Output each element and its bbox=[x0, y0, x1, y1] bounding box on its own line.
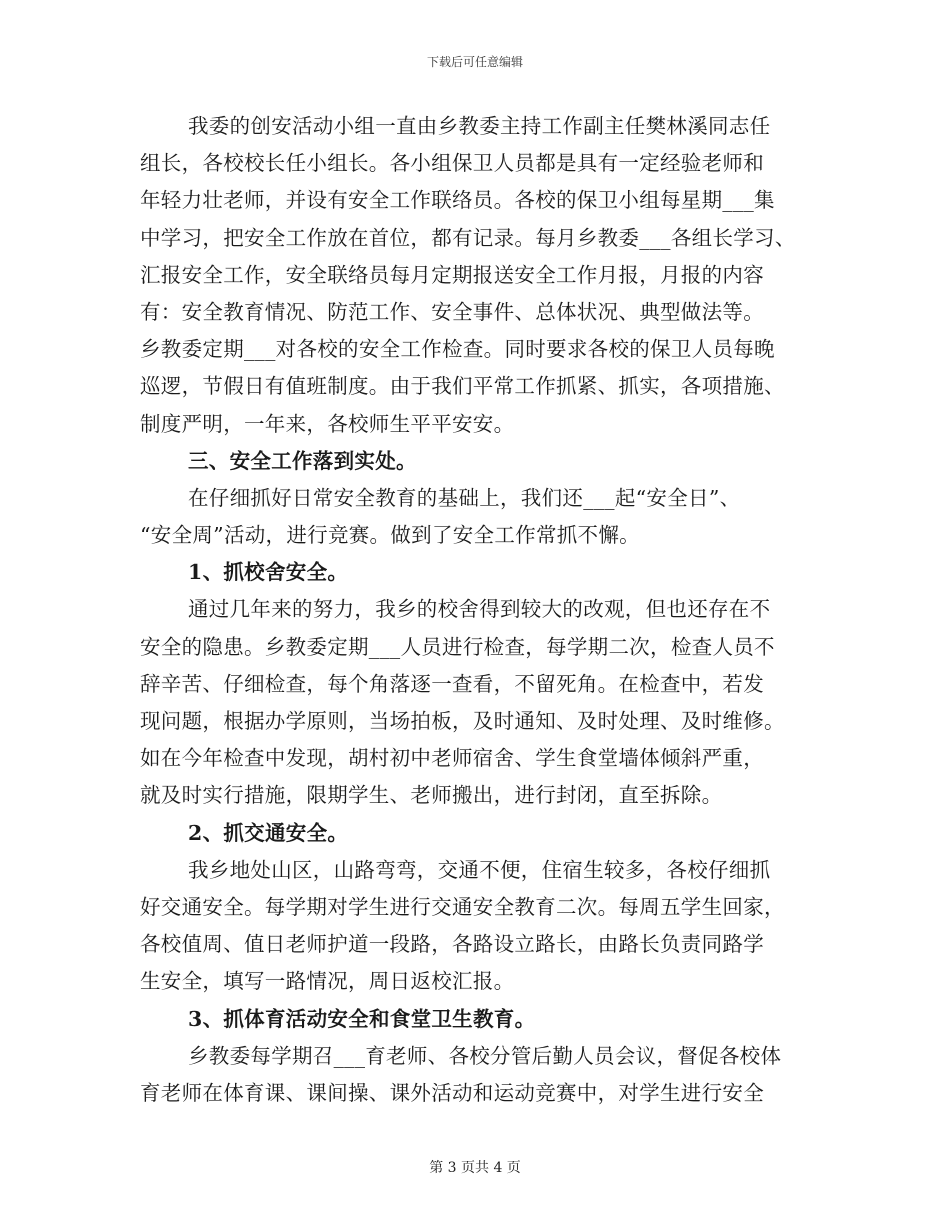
paragraph-line: 有：安全教育情况、防范工作、安全事件、总体状况、典型做法等。 bbox=[140, 299, 764, 324]
paragraph-line: 我乡地处山区，山路弯弯，交通不便，住宿生较多，各校仔细抓 bbox=[188, 857, 771, 882]
paragraph-line: 各校值周、值日老师护道一段路，各路设立路长，由路长负责同路学 bbox=[140, 932, 764, 957]
paragraph-line: 我委的创安活动小组一直由乡教委主持工作副主任樊林溪同志任 bbox=[188, 114, 771, 138]
section-heading: 三、安全工作落到实处。 bbox=[188, 448, 417, 473]
paragraph-line: 就及时实行措施，限期学生、老师搬出，进行封闭，直至拆除。 bbox=[140, 783, 723, 808]
paragraph-line: 乡教委定期___对各校的安全工作检查。同时要求各校的保卫人员每晚 bbox=[140, 337, 775, 362]
section-heading: 2、抓交通安全。 bbox=[188, 820, 349, 845]
page-header: 下载后可任意编辑 bbox=[426, 55, 523, 69]
paragraph-line: 安全的隐患。乡教委定期___人员进行检查，每学期二次，检查人员不 bbox=[140, 634, 775, 659]
paragraph-line: 乡教委每学期召___育老师、各校分管后勤人员会议，督促各校体 bbox=[188, 1043, 782, 1068]
paragraph-line: 通过几年来的努力，我乡的校舍得到较大的改观，但也还存在不 bbox=[188, 597, 771, 622]
paragraph-line: 辞辛苦、仔细检查，每个角落逐一查看，不留死角。在检查中，若发 bbox=[140, 671, 764, 696]
section-heading: 1、抓校舍安全。 bbox=[188, 560, 349, 585]
paragraph-line: 现问题，根据办学原则，当场拍板，及时通知、及时处理、及时维修。 bbox=[140, 709, 785, 733]
paragraph-line: 生安全，填写一路情况，周日返校汇报。 bbox=[140, 969, 515, 994]
paragraph-line: “安全周”活动，进行竞赛。做到了安全工作常抓不懈。 bbox=[140, 523, 640, 548]
paragraph-line: 好交通安全。每学期对学生进行交通安全教育二次。每周五学生回家， bbox=[140, 894, 785, 919]
paragraph-line: 育老师在体育课、课间操、课外活动和运动竞赛中，对学生进行安全 bbox=[140, 1080, 764, 1105]
paragraph-line: 如在今年检查中发现，胡村初中老师宿舍、学生食堂墙体倾斜严重， bbox=[140, 746, 764, 771]
paragraph-line: 在仔细抓好日常安全教育的基础上，我们还___起“安全日”、 bbox=[188, 485, 741, 510]
paragraph-line: 年轻力壮老师，并设有安全工作联络员。各校的保卫小组每星期___集 bbox=[140, 188, 775, 213]
paragraph-line: 组长，各校校长任小组长。各小组保卫人员都是具有一定经验老师和 bbox=[140, 151, 764, 176]
paragraph-line: 制度严明，一年来，各校师生平平安安。 bbox=[140, 411, 515, 436]
page-number: 第 3 页共 4 页 bbox=[429, 1160, 521, 1176]
section-heading: 3、抓体育活动安全和食堂卫生教育。 bbox=[188, 1006, 536, 1031]
paragraph-line: 巡逻，节假日有值班制度。由于我们平常工作抓紧、抓实，各项措施、 bbox=[140, 374, 785, 399]
document-body bbox=[140, 108, 820, 1112]
paragraph-line: 汇报安全工作，安全联络员每月定期报送安全工作月报，月报的内容 bbox=[140, 262, 764, 287]
paragraph-line: 中学习，把安全工作放在首位，都有记录。每月乡教委___各组长学习、 bbox=[140, 225, 796, 250]
